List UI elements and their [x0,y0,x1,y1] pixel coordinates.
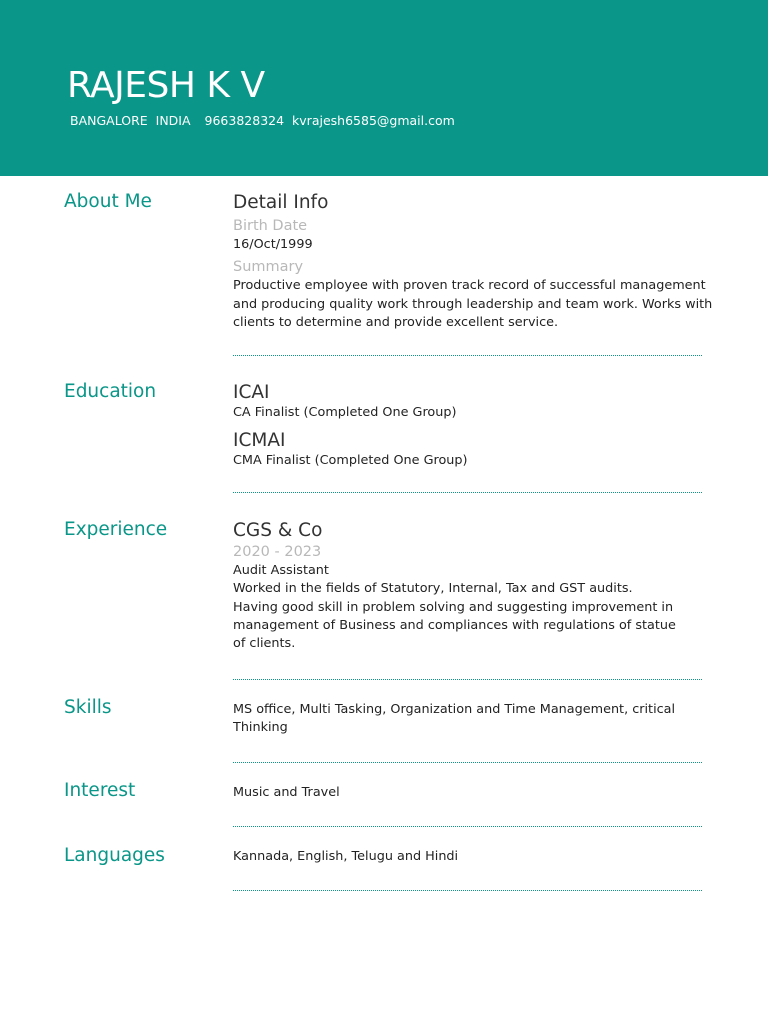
section-title-education: Education [64,381,157,402]
summary-line: Productive employee with proven track record of successful management [233,278,706,294]
section-divider [233,492,702,493]
education-content [233,381,703,471]
section-divider [233,355,702,356]
education-detail: CMA Finalist (Completed One Group) [233,453,468,469]
interest-content [233,784,703,802]
birth-date-value: 16/Oct/1999 [233,237,313,252]
section-title-languages: Languages [64,845,165,866]
section-title-experience: Experience [64,519,168,540]
experience-content [233,519,703,653]
interest-text: Music and Travel [233,785,340,800]
section-divider [233,762,702,763]
section-title-about: About Me [64,191,152,212]
resume-header [0,0,768,176]
candidate-name: RAJESH K V [67,65,265,106]
education-detail: CA Finalist (Completed One Group) [233,405,457,420]
experience-role: Audit Assistant [233,563,329,578]
skills-content [233,701,703,738]
experience-line: Worked in the fields of Statutory, Internal, Tax and GST audits. [233,581,633,597]
languages-text: Kannada, English, Telugu and Hindi [233,849,459,864]
summary-line: clients to determine and provide excellent service. [233,314,559,330]
skills-line: MS office, Multi Tasking, Organization and Time Management, critical [233,702,676,717]
about-content [233,191,713,332]
contact-line [70,113,465,128]
experience-line: management of Business and compliances with regulations of statue [233,617,676,633]
languages-content [233,848,703,866]
experience-line: Having good skill in problem solving and suggesting improvement in [233,599,674,615]
section-title-interest: Interest [64,780,136,801]
contact-email[interactable]: kvrajesh6585@gmail.com [292,113,455,128]
section-divider [233,890,702,891]
experience-company: CGS & Co [233,520,323,541]
experience-line: of clients. [233,636,296,652]
skills-line: Thinking [233,720,288,736]
education-institution: ICMAI [233,430,286,452]
contact-city: BANGALORE [70,113,148,128]
summary-label: Summary [233,259,304,276]
summary-line: and producing quality work through leadership and team work. Works with [233,296,713,312]
birth-date-label: Birth Date [233,218,308,234]
contact-country: INDIA [155,113,191,128]
contact-phone: 9663828324 [204,113,285,128]
experience-period: 2020 - 2023 [233,544,322,560]
section-divider [233,826,702,827]
detail-info-heading: Detail Info [233,192,329,213]
section-divider [233,679,702,680]
section-title-skills: Skills [64,697,112,718]
education-institution: ICAI [233,382,270,403]
